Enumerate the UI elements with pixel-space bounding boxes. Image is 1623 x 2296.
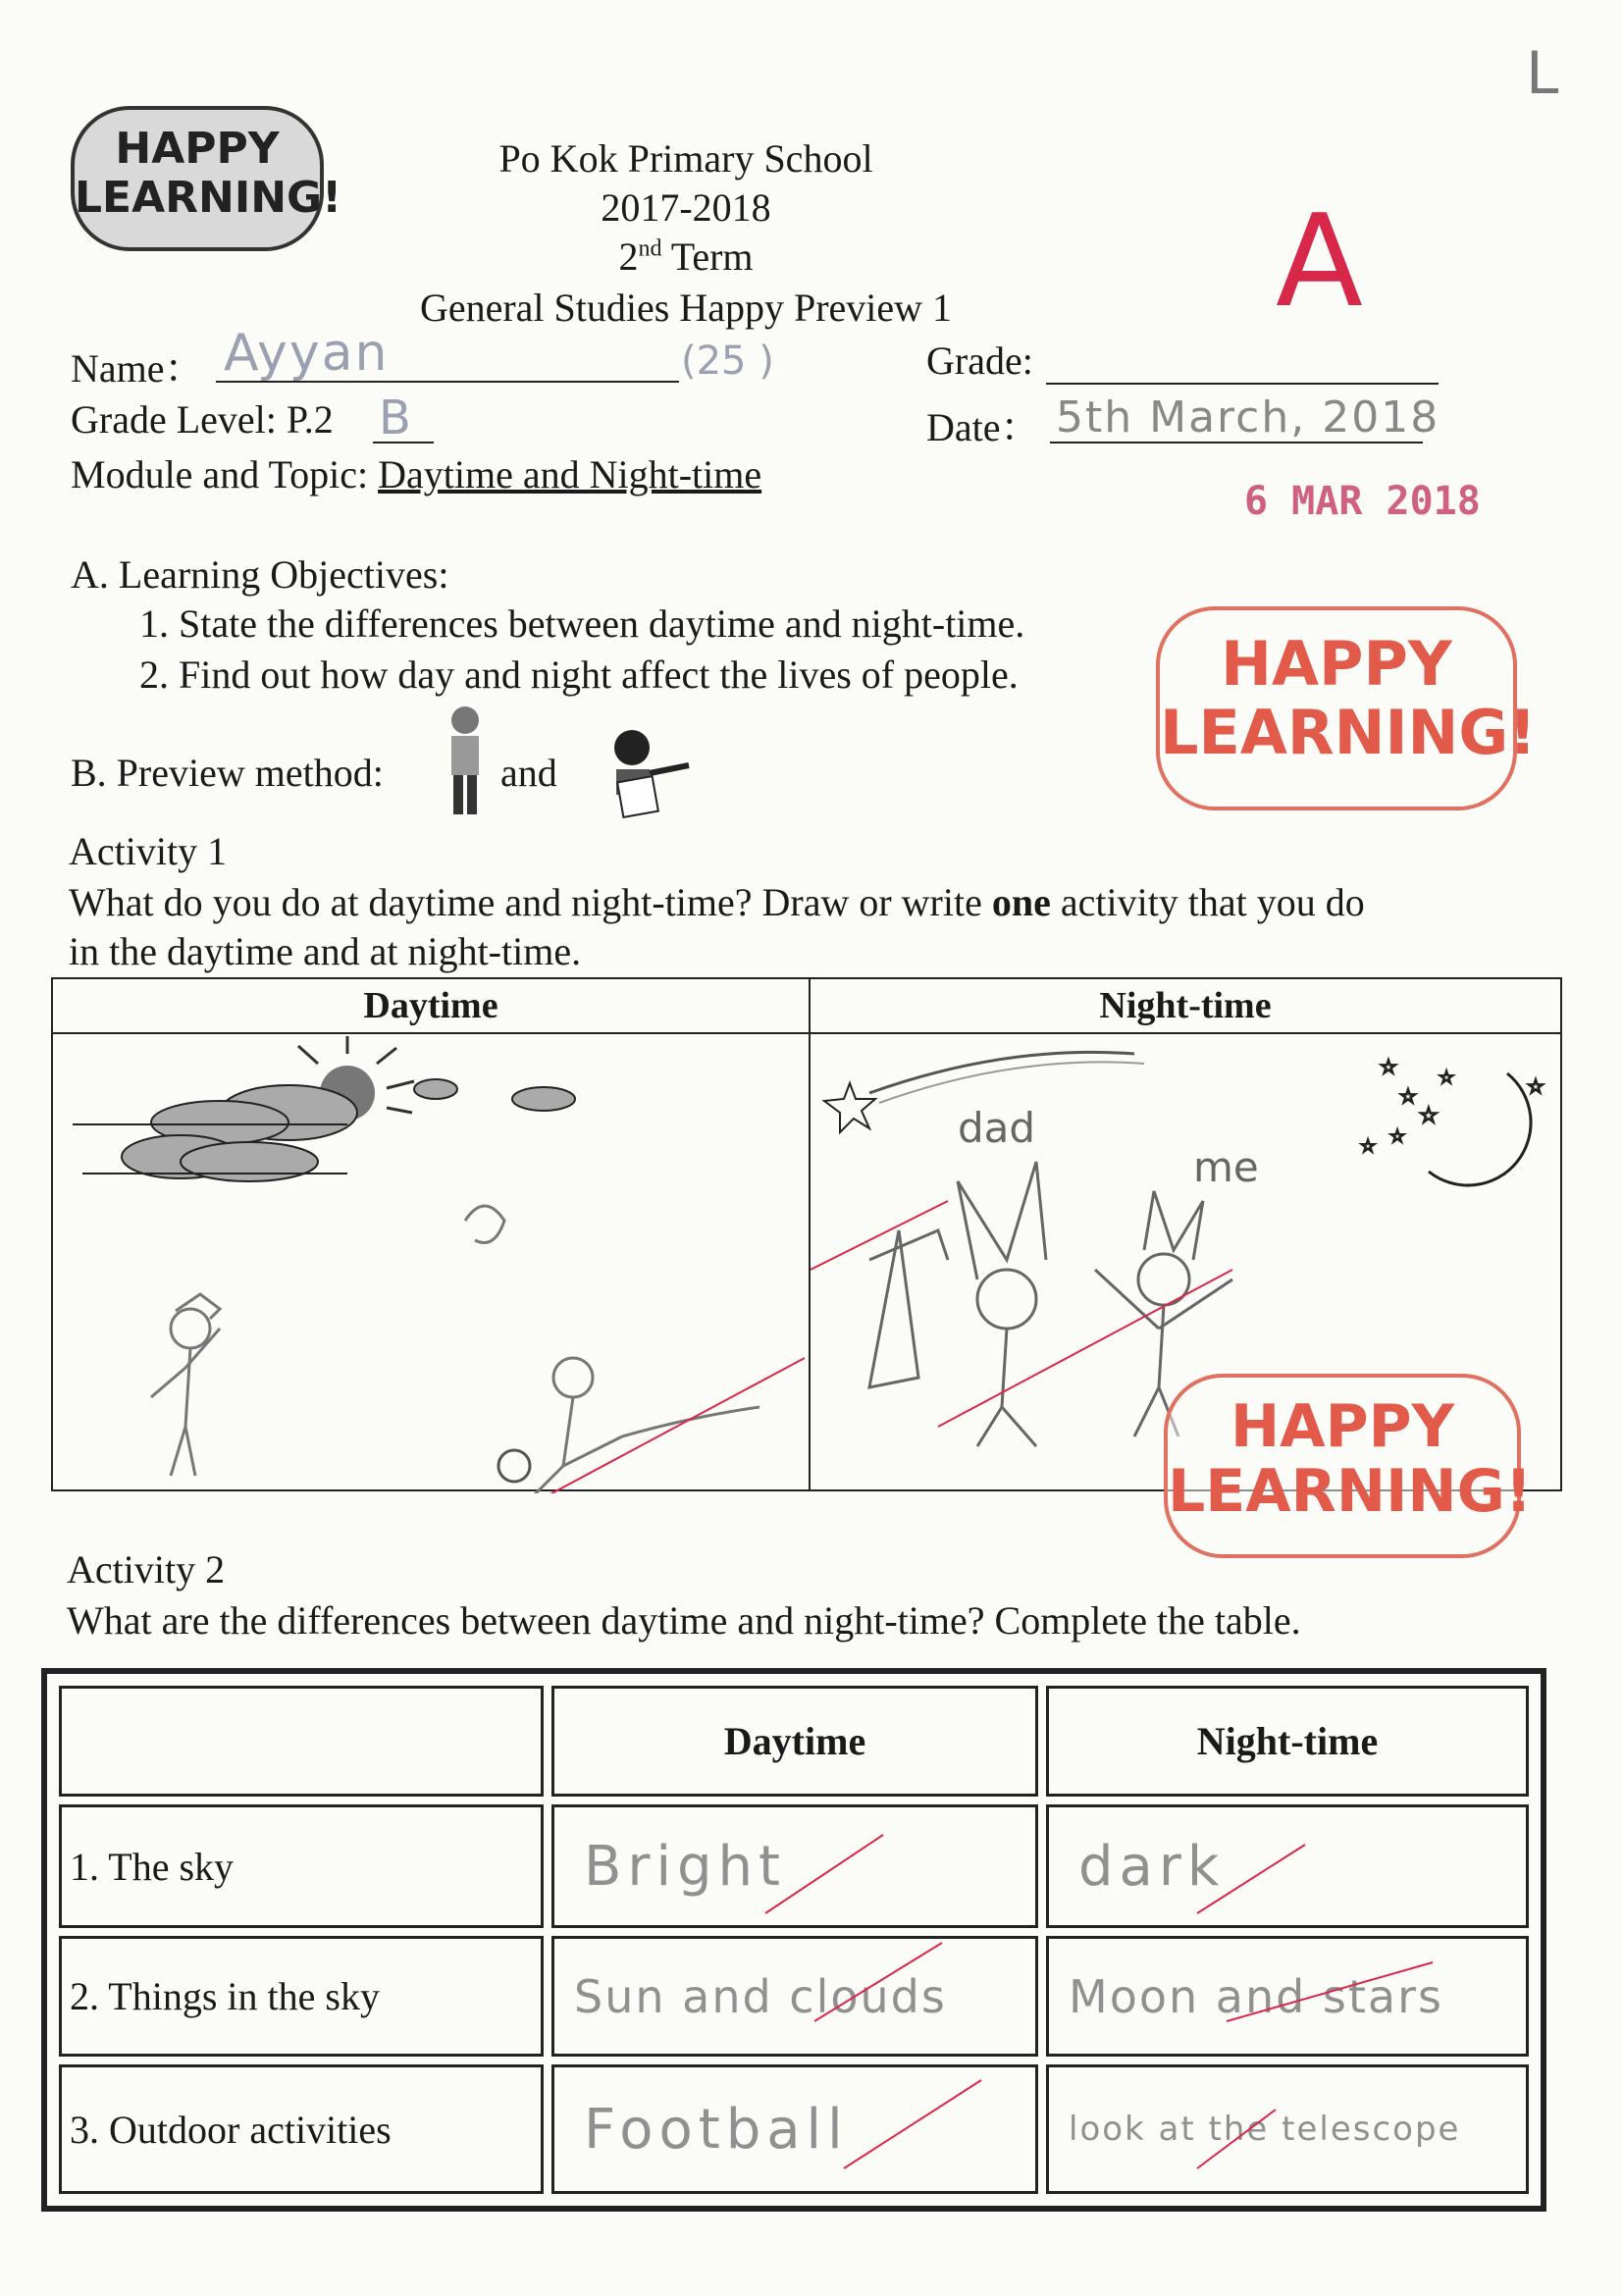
- row-label-things: 2. Things in the sky: [59, 1936, 544, 2058]
- moon-icon: [1429, 1073, 1531, 1185]
- corner-mark: L: [1526, 39, 1561, 108]
- grade-level-value[interactable]: B: [379, 391, 413, 445]
- section-a-heading: A. Learning Objectives:: [71, 552, 449, 597]
- activity2-question: What are the differences between daytime and night-time? Complete the table.: [67, 1598, 1301, 1643]
- activity2-col-nighttime: Night-time: [1046, 1686, 1529, 1797]
- activity2-title: Activity 2: [67, 1547, 226, 1592]
- term-suffix: nd: [638, 235, 662, 262]
- football-player-icon: [465, 1206, 759, 1493]
- row-label-sky: 1. The sky: [59, 1804, 544, 1928]
- child-writing-icon: [601, 726, 693, 820]
- school-year: 2017-2018: [601, 185, 771, 230]
- grade-mark: A: [1276, 186, 1363, 336]
- answer-day-sky[interactable]: Bright: [551, 1804, 1038, 1928]
- grade-level-label: Grade Level: P.2: [71, 397, 334, 442]
- row-label-outdoor: 3. Outdoor activities: [59, 2064, 544, 2194]
- activity1-question: What do you do at daytime and night-time? Draw or write one activity that you do: [69, 880, 1365, 924]
- svg-text:☆: ☆: [1439, 1068, 1455, 1087]
- term: [0, 234, 1497, 280]
- name-value[interactable]: Ayyan: [224, 324, 390, 383]
- activity2-col-daytime: Daytime: [551, 1686, 1038, 1797]
- stars-icon: [1360, 1057, 1544, 1156]
- svg-text:☆: ☆: [1360, 1136, 1377, 1156]
- date-label: Date：: [926, 405, 1040, 449]
- answer-night-sky[interactable]: dark: [1046, 1804, 1529, 1928]
- answer-day-things[interactable]: Sun and clouds: [551, 1936, 1038, 2058]
- svg-text:☆: ☆: [1419, 1103, 1439, 1127]
- name-label: Name：: [71, 346, 204, 391]
- section-b-and: and: [500, 751, 557, 795]
- school-name: Po Kok Primary School: [498, 136, 873, 181]
- date-value[interactable]: 5th March, 2018: [1056, 392, 1440, 443]
- activity2-corner-cell: [59, 1686, 544, 1797]
- table-row: [59, 1936, 1529, 2058]
- grade-line: [1046, 383, 1439, 385]
- objective-2: 2. Find out how day and night affect the lives of people.: [139, 652, 1019, 697]
- answer-night-outdoor[interactable]: look at the telescope: [1046, 2064, 1529, 2194]
- svg-text:☆: ☆: [1399, 1086, 1417, 1108]
- child-figure-icon: [151, 1294, 220, 1476]
- grade-label: Grade:: [926, 339, 1033, 383]
- daytime-drawing: [53, 1034, 805, 1493]
- daytime-drawing-cell[interactable]: [52, 1033, 810, 1490]
- child-reading-icon: [438, 703, 493, 822]
- svg-text:☆: ☆: [1527, 1076, 1544, 1098]
- term-number: 2: [618, 235, 639, 279]
- answer-day-outdoor[interactable]: Football: [551, 2064, 1038, 2194]
- activity2-table: [41, 1668, 1546, 2212]
- activity1-question-line2: in the daytime and at night-time.: [69, 929, 582, 973]
- objective-1: 1. State the differences between daytime and night-time.: [139, 601, 1025, 646]
- section-b-label: B. Preview method:: [71, 751, 384, 795]
- date-stamp: 6 MAR 2018: [1244, 479, 1481, 524]
- activity1-col-nighttime: Night-time: [810, 978, 1561, 1033]
- table-row: [59, 1804, 1529, 1928]
- answer-night-things[interactable]: Moon and stars: [1046, 1936, 1529, 2058]
- term-word: Term: [670, 235, 754, 279]
- activity1-title: Activity 1: [69, 829, 228, 873]
- class-number: (25 ): [681, 339, 774, 384]
- label-dad: dad: [958, 1104, 1036, 1152]
- football-icon: [498, 1450, 530, 1482]
- table-row: [59, 2064, 1529, 2194]
- module-topic: Module and Topic: Daytime and Night-time: [71, 452, 762, 496]
- logo-line2: LEARNING!: [75, 173, 342, 223]
- module-value: Daytime and Night-time: [378, 452, 762, 496]
- svg-text:☆: ☆: [1389, 1126, 1406, 1146]
- happy-learning-stamp-right: HAPPY LEARNING!: [1156, 606, 1517, 810]
- logo-line1: HAPPY: [115, 124, 280, 174]
- subject-title: General Studies Happy Preview 1: [419, 286, 953, 330]
- happy-learning-stamp-table: HAPPY LEARNING!: [1164, 1374, 1521, 1558]
- shooting-star-icon: [824, 1083, 875, 1132]
- svg-text:☆: ☆: [1380, 1057, 1397, 1078]
- activity1-col-daytime: Daytime: [52, 978, 810, 1033]
- label-me: me: [1193, 1143, 1259, 1191]
